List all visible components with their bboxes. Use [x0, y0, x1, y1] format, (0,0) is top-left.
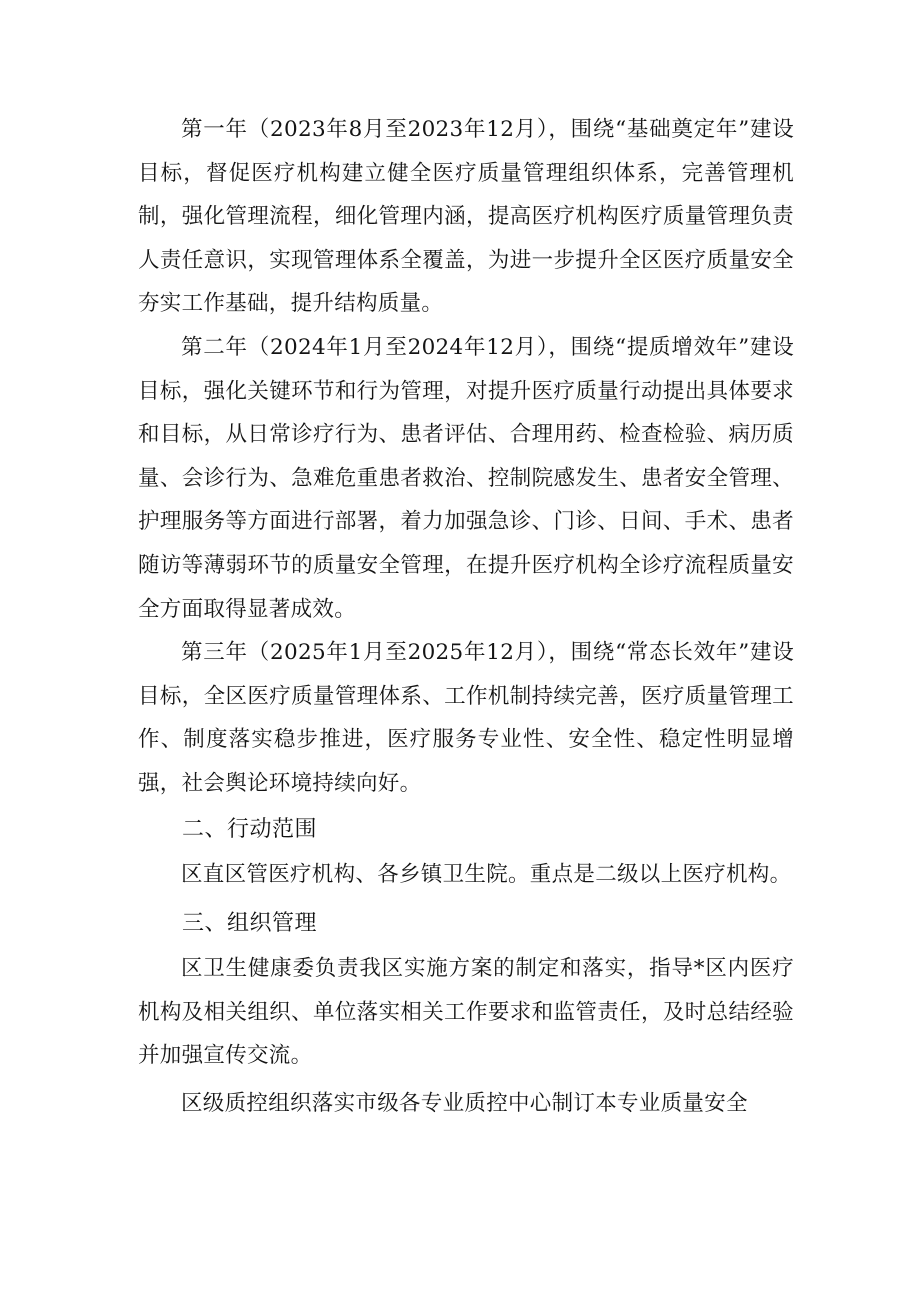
paragraph-organization-1: 区卫生健康委负责我区实施方案的制定和落实，指导*区内医疗机构及相关组织、单位落实相关工作要求和监管责任，及时总结经验并加强宣传交流。	[138, 956, 794, 1069]
document-body	[138, 108, 794, 1125]
section-heading-organization: 三、组织管理	[182, 911, 318, 937]
section-heading-scope: 二、行动范围	[182, 816, 318, 842]
paragraph-organization-2: 区级质控组织落实市级各专业质控中心制订本专业质量安全	[181, 1090, 748, 1116]
paragraph-year-one: 第一年（2023年8月至2023年12月），围绕“基础奠定年”建设目标，督促医疗机构建立健全医疗质量管理组织体系，完善管理机制，强化管理流程，细化管理内涵，提高医疗机构医疗质量管理负责人责任意识，实现管理体系全覆盖，为进一步提升全区医疗质量安全夯实工作基础，提升结构质量。	[138, 117, 794, 317]
paragraph-scope: 区直区管医疗机构、各乡镇卫生院。重点是二级以上医疗机构。	[181, 861, 792, 887]
paragraph-year-two: 第二年（2024年1月至2024年12月），围绕“提质增效年”建设目标，强化关键环节和行为管理，对提升医疗质量行动提出具体要求和目标，从日常诊疗行为、患者评估、合理用药、检查检验、病历质量、会诊行为、急难危重患者救治、控制院感发生、患者安全管理、护理服务等方面进行部署，着力加强急诊、门诊、日间、手术、患者随访等薄弱环节的质量安全管理，在提升医疗机构全诊疗流程质量安全方面取得显著成效。	[138, 334, 794, 622]
paragraph-year-three: 第三年（2025年1月至2025年12月），围绕“常态长效年”建设目标，全区医疗质量管理体系、工作机制持续完善，医疗质量管理工作、制度落实稳步推进，医疗服务专业性、安全性、稳定性明显增强，社会舆论环境持续向好。	[138, 640, 794, 796]
